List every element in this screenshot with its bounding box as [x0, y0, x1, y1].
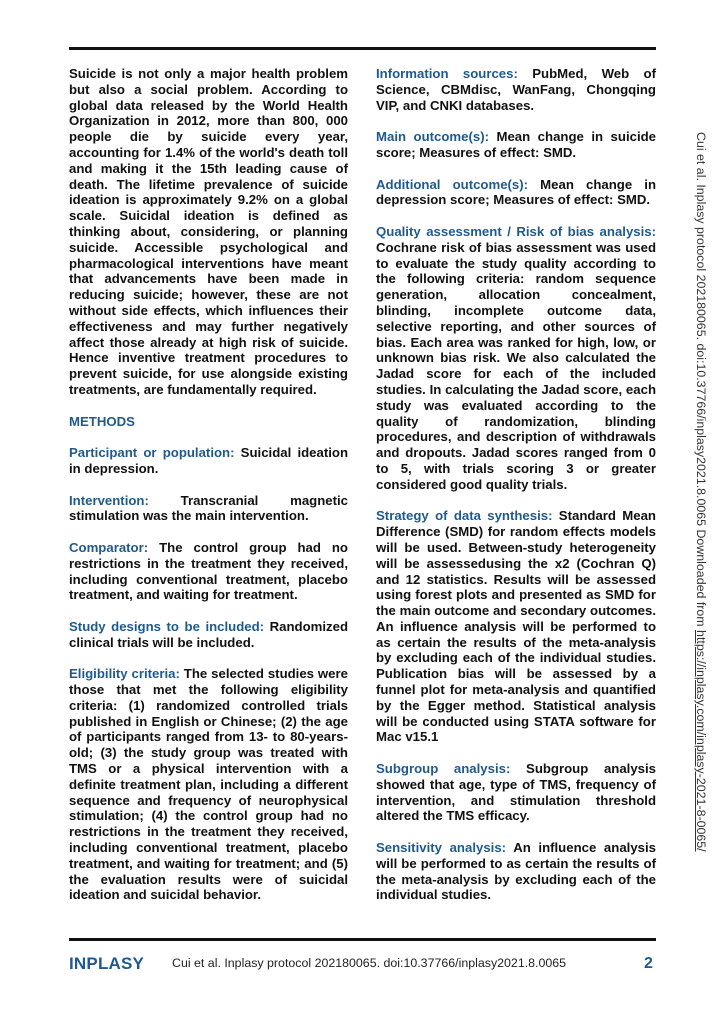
section-text: Suicidal ideation in depression. — [69, 445, 348, 476]
section-text: The control group had no restrictions in the treatment they received, including conventional treatment, placebo treatment, and waiting for treatment. — [69, 539, 348, 603]
page-number: 2 — [644, 955, 653, 972]
section-text: Standard Mean Difference (SMD) for random effects models will be used. Between-study heterogeneity will be assessedusing the x2 (Cochran Q) and 12 statistics. Results will be assessed using forest plots and presented as SMD for the main outcome and secondary outcomes. An influence analysis will be performed to as certain the results of the meta-analysis by excluding each of the individual studies. Publication bias will be assessed by a funnel plot for meta-analysis and quantified by the Egger method. Statistical analysis will be conducted using STATA software for Mac v15.1 — [376, 508, 656, 745]
section-label: Additional outcome(s): — [376, 176, 529, 192]
section-text: Subgroup analysis showed that age, type of TMS, frequency of intervention, and stimulation threshold altered the TMS efficacy. — [376, 761, 656, 824]
footer-citation: Cui et al. Inplasy protocol 202180065. doi:10.37766/inplasy2021.8.0065 — [172, 956, 567, 970]
section-text: Randomized clinical trials will be included. — [69, 618, 348, 650]
section-label: Study designs to be included: — [69, 618, 265, 634]
side-citation-text: Cui et al. Inplasy protocol 202180065. doi:10.37766/inplasy2021.8.0065 Downloaded from — [694, 132, 708, 631]
download-link[interactable]: https://inplasy.com/inplasy-2021-8-0065/ — [694, 630, 708, 852]
section-participant — [69, 445, 348, 477]
section-additional-outcome — [376, 177, 656, 209]
left-column — [69, 66, 348, 919]
section-intervention — [69, 493, 348, 525]
section-text: Mean change in suicide score; Measures of effect: SMD. — [376, 129, 656, 160]
section-text: Cochrane risk of bias assessment was used to evaluate the study quality according to the following criteria: random sequence generation, allocation concealment, blinding, incomplete outcome data, selective reporting, and other sources of bias. Each area was ranked for high, low, or unknown bias risk. We also calculated the Jadad score for each of the included studies. In calculating the Jadad score, each study was evaluated according to the quality of randomization, blinding procedures, and description of withdrawals and dropouts. Jadad scores ranged from 0 to 5, with trials scoring 3 or greater considered good quality trials. — [376, 239, 656, 492]
section-information-sources — [376, 66, 656, 113]
section-text: Mean change in depression score; Measures of effect: SMD. — [376, 176, 656, 208]
right-column — [376, 66, 656, 919]
section-comparator — [69, 540, 348, 603]
section-main-outcome — [376, 129, 656, 161]
section-text: The selected studies were those that met the following eligibility criteria: (1) randomized controlled trials published in English or Chinese; (2) the age of participants ranged from 13- to 80-years-old; (3) the study group was treated with TMS or a physical intervention with a definite treatment plan, including a different sequence and frequency of neurophysical stimulation; (4) the control group had no restrictions in the treatment they received, including conventional treatment, placebo treatment, and waiting for treatment; and (5) the evaluation results were of suicidal ideation and suicidal behavior. — [69, 666, 348, 903]
section-text: Transcranial magnetic stimulation was the main intervention. — [69, 492, 348, 524]
section-text: PubMed, Web of Science, CBMdisc, WanFang, Chongqing VIP, and CNKI databases. — [376, 66, 656, 113]
section-label: Information sources: — [376, 66, 518, 81]
section-eligibility — [69, 666, 348, 903]
section-quality-assessment — [376, 224, 656, 493]
section-label: Participant or population: — [69, 445, 235, 461]
section-study-designs — [69, 619, 348, 651]
section-label: Sensitivity analysis: — [376, 840, 507, 856]
section-label: Intervention: — [69, 492, 149, 508]
section-subgroup-analysis — [376, 761, 656, 824]
intro-paragraph: Suicide is not only a major health problem but also a social problem. According to global data released by the World Health Organization in 2012, more than 800, 000 people die by suicide every year, accounting for 1.4% of the world's death toll and making it the 15th leading cause of death. The lifetime prevalence of suicide ideation is approximately 9.2% on a global scale. Suicidal ideation is defined as thinking about, considering, or planning suicide. Accessible psychological and pharmacological interventions have meant that advancements have been made in reducing suicide; however, these are not without side effects, which influences their effectiveness and may further negatively affect those already at high risk of suicide. Hence inventive treatment procedures to prevent suicide, for use alongside existing treatments, are fundamentally required. — [69, 66, 348, 397]
section-sensitivity-analysis — [376, 840, 656, 903]
section-label: Comparator: — [69, 539, 149, 555]
section-label: Strategy of data synthesis: — [376, 508, 553, 524]
section-label: Eligibility criteria: — [69, 666, 180, 682]
footer-rule — [69, 938, 656, 941]
section-label: Subgroup analysis: — [376, 761, 511, 777]
section-label: Quality assessment / Risk of bias analysis: — [376, 223, 656, 239]
methods-heading: METHODS — [69, 413, 135, 429]
header-rule — [69, 47, 656, 50]
section-data-synthesis — [376, 508, 656, 745]
section-label: Main outcome(s): — [376, 129, 489, 145]
side-download-note — [688, 132, 708, 912]
footer-brand-logo: INPLASY — [69, 954, 145, 973]
section-text: An influence analysis will be performed to as certain the results of the meta-analysis by excluding each of the individual studies. — [376, 840, 656, 903]
